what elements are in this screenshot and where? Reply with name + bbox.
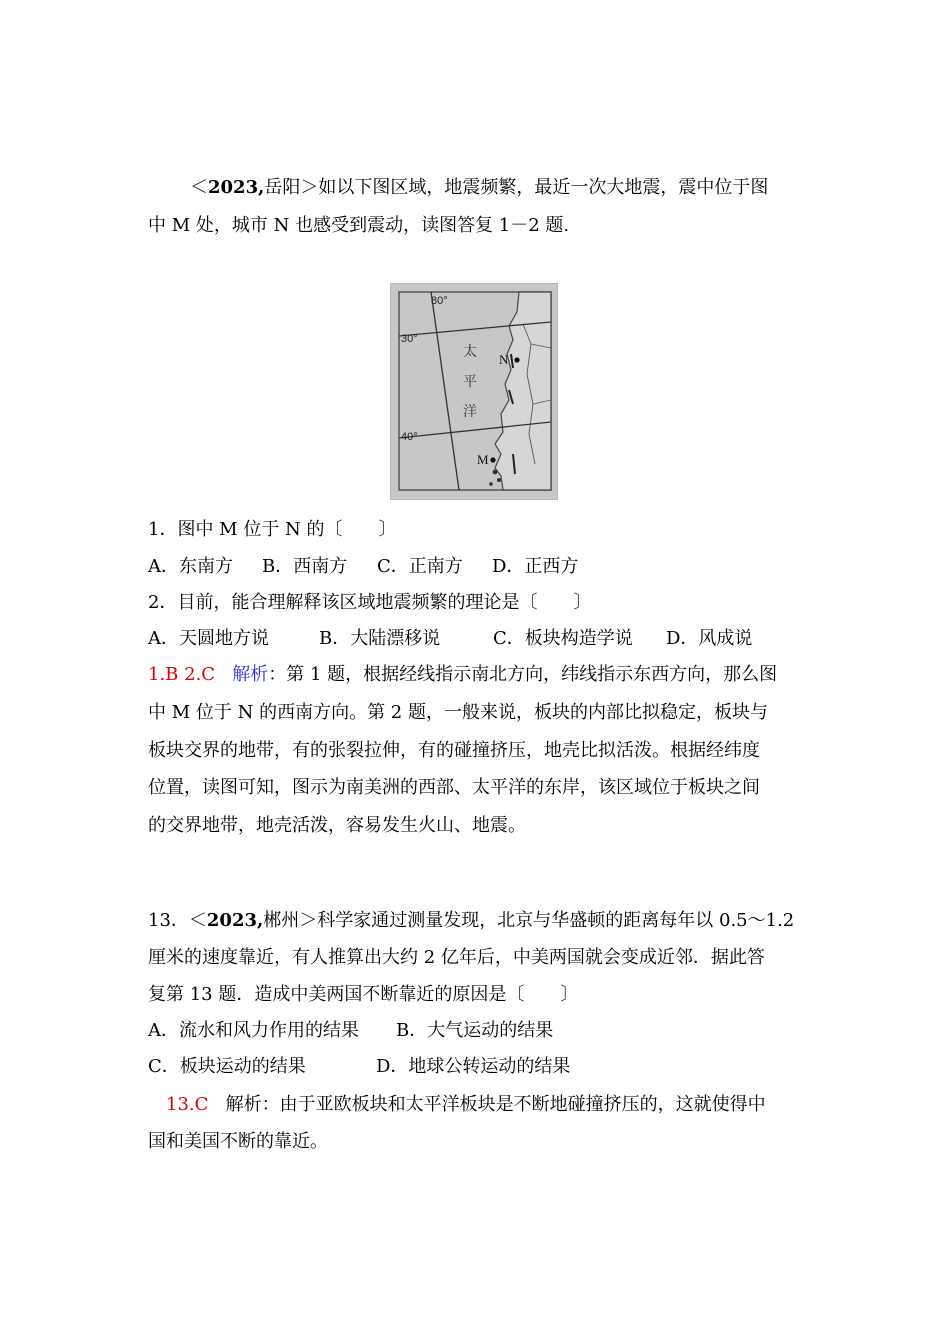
intro-open-bracket: ＜ [190,177,208,198]
answer-13: 13.C [166,1094,209,1115]
ocean-char-2: 平 [463,374,477,390]
analysis-text-1: ：第 1 题，根据经线指示南北方向，纬线指示东西方向，那么图 [268,664,778,685]
q13-options-row-2 [148,1055,808,1079]
map-svg [391,284,557,499]
point-n-marker [514,357,519,362]
q13-option-b: B．大气运动的结果 [396,1020,554,1041]
q1-option-c: C．正南方 [377,556,463,577]
meridian-80 [431,292,459,490]
analysis-line-1 [148,663,808,687]
q13-analysis-text: 解析：由于亚欧板块和太平洋板块是不断地碰撞挤压的，这就使得中 [225,1094,766,1115]
label-30: 30° [401,333,418,345]
label-40: 40° [401,431,418,443]
point-n-label: N [499,352,509,367]
q13-analysis-line-1 [166,1093,826,1117]
q1-2-intro-line-2: 中 M 处，城市 N 也感受到震动，读图答复 1－2 题. [148,215,570,236]
land-area [495,292,551,490]
intro-text: 岳阳＞如以下图区域，地震频繁，最近一次大地震，震中位于图 [264,177,769,198]
analysis-line-4: 位置，读图可知，图示为南美洲的西部、太平洋的东岸，该区域位于板块之间 [148,777,760,798]
q1-option-a: A．东南方 [148,556,233,577]
q2-option-a: A．天圆地方说 [148,628,269,649]
q13-option-c: C．板块运动的结果 [148,1056,306,1077]
label-80: 80° [431,295,448,307]
q1-option-b: B．西南方 [262,556,348,577]
island [489,482,493,486]
ocean-char-1: 太 [463,344,477,360]
point-m-marker [490,457,495,462]
ocean-char-3: 洋 [463,404,477,420]
question-1: 1．图中 M 位于 N 的〔 〕 [148,519,397,540]
q13-line-1 [148,909,808,933]
q2-option-b: B．大陆漂移说 [319,628,441,649]
point-m-label: M [477,452,489,467]
analysis-line-3: 板块交界的地带，有的张裂拉伸，有的碰撞挤压，地壳比拟活泼。根据经纬度 [148,740,760,761]
question-1-options [148,555,808,579]
q1-2-intro-line-1 [190,176,850,200]
q13-option-a: A．流水和风力作用的结果 [148,1020,359,1041]
intro-year: 2023, [208,177,265,198]
q2-option-c: C．板块构造学说 [493,628,633,649]
question-2-options [148,627,808,651]
q2-option-d: D．风成说 [666,628,753,649]
map-figure [390,283,558,500]
q13-text: 郴州＞科学家通过测量发现，北京与华盛顿的距离每年以 0.5～1.2 [263,910,795,931]
analysis-line-2: 中 M 位于 N 的西南方向。第 2 题，一般来说，板块的内部比拟稳定，板块与 [148,702,768,723]
q13-year: 2023, [206,910,264,931]
island [493,470,498,475]
q13-line-3: 复第 13 题．造成中美两国不断靠近的原因是〔 〕 [148,984,579,1005]
q1-option-d: D．正西方 [492,556,579,577]
question-2: 2．目前，能合理解释该区域地震频繁的理论是〔 〕 [148,592,592,613]
q13-number: 13．＜ [148,910,207,931]
analysis-label: 解析 [232,664,269,685]
island [497,478,501,482]
q13-line-2: 厘米的速度靠近，有人推算出大约 2 亿年后，中美两国就会变成近邻．据此答 [148,947,765,968]
q13-options-row-1 [148,1019,808,1043]
analysis-line-5: 的交界地带，地壳活泼，容易发生火山、地震。 [148,815,526,836]
q13-option-d: D．地球公转运动的结果 [376,1056,571,1077]
answer-1-2: 1.B 2.C [148,664,216,685]
q13-analysis-line-2: 国和美国不断的靠近。 [148,1131,328,1152]
